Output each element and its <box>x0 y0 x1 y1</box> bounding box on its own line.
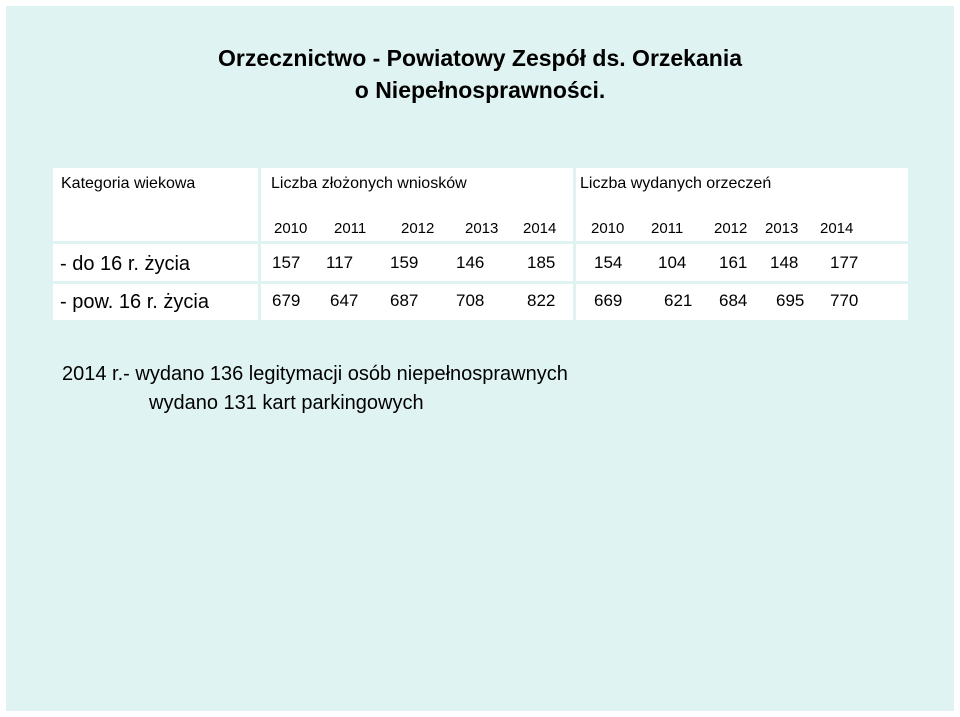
year-header: 2010 <box>274 220 308 237</box>
slide-background <box>6 6 954 711</box>
slide-title-line-1: Orzecznictwo - Powiatowy Zespół ds. Orzekania <box>217 45 742 71</box>
year-header: 2011 <box>334 220 367 237</box>
table-value: 684 <box>719 291 748 310</box>
table-value: 146 <box>456 253 485 272</box>
table-value: 822 <box>527 291 556 310</box>
year-header: 2011 <box>651 220 684 237</box>
table-value: 669 <box>594 291 623 310</box>
year-header: 2012 <box>401 220 435 237</box>
decisions-header: Liczba wydanych orzeczeń <box>580 175 772 192</box>
note-line-1: 2014 r.- wydano 136 legitymacji osób niepełnosprawnych <box>62 363 568 385</box>
table-value: 161 <box>719 253 748 272</box>
table-value: 708 <box>456 291 485 310</box>
table-value: 154 <box>594 253 623 272</box>
year-header: 2014 <box>523 220 557 237</box>
table-value: 177 <box>830 253 859 272</box>
category-header: Kategoria wiekowa <box>61 175 196 192</box>
slide-title-line-2: o Niepełnosprawności. <box>354 77 606 103</box>
table-value: 148 <box>770 253 799 272</box>
year-header: 2013 <box>465 220 499 237</box>
row-label: - pow. 16 r. życia <box>60 291 209 313</box>
table-value: 117 <box>326 253 354 272</box>
table-value: 770 <box>830 291 859 310</box>
row-label: - do 16 r. życia <box>60 253 191 275</box>
year-header: 2014 <box>820 220 854 237</box>
table-value: 687 <box>390 291 419 310</box>
table-value: 695 <box>776 291 805 310</box>
year-header: 2010 <box>591 220 625 237</box>
year-header: 2012 <box>714 220 748 237</box>
table-value: 647 <box>330 291 359 310</box>
table-value: 621 <box>664 291 693 310</box>
table-value: 185 <box>527 253 556 272</box>
table-value: 157 <box>272 253 301 272</box>
table-value: 159 <box>390 253 419 272</box>
table-value: 679 <box>272 291 301 310</box>
year-header: 2013 <box>765 220 799 237</box>
table-value: 104 <box>658 253 687 272</box>
applications-header: Liczba złożonych wniosków <box>271 175 467 192</box>
note-line-2: wydano 131 kart parkingowych <box>149 392 424 414</box>
